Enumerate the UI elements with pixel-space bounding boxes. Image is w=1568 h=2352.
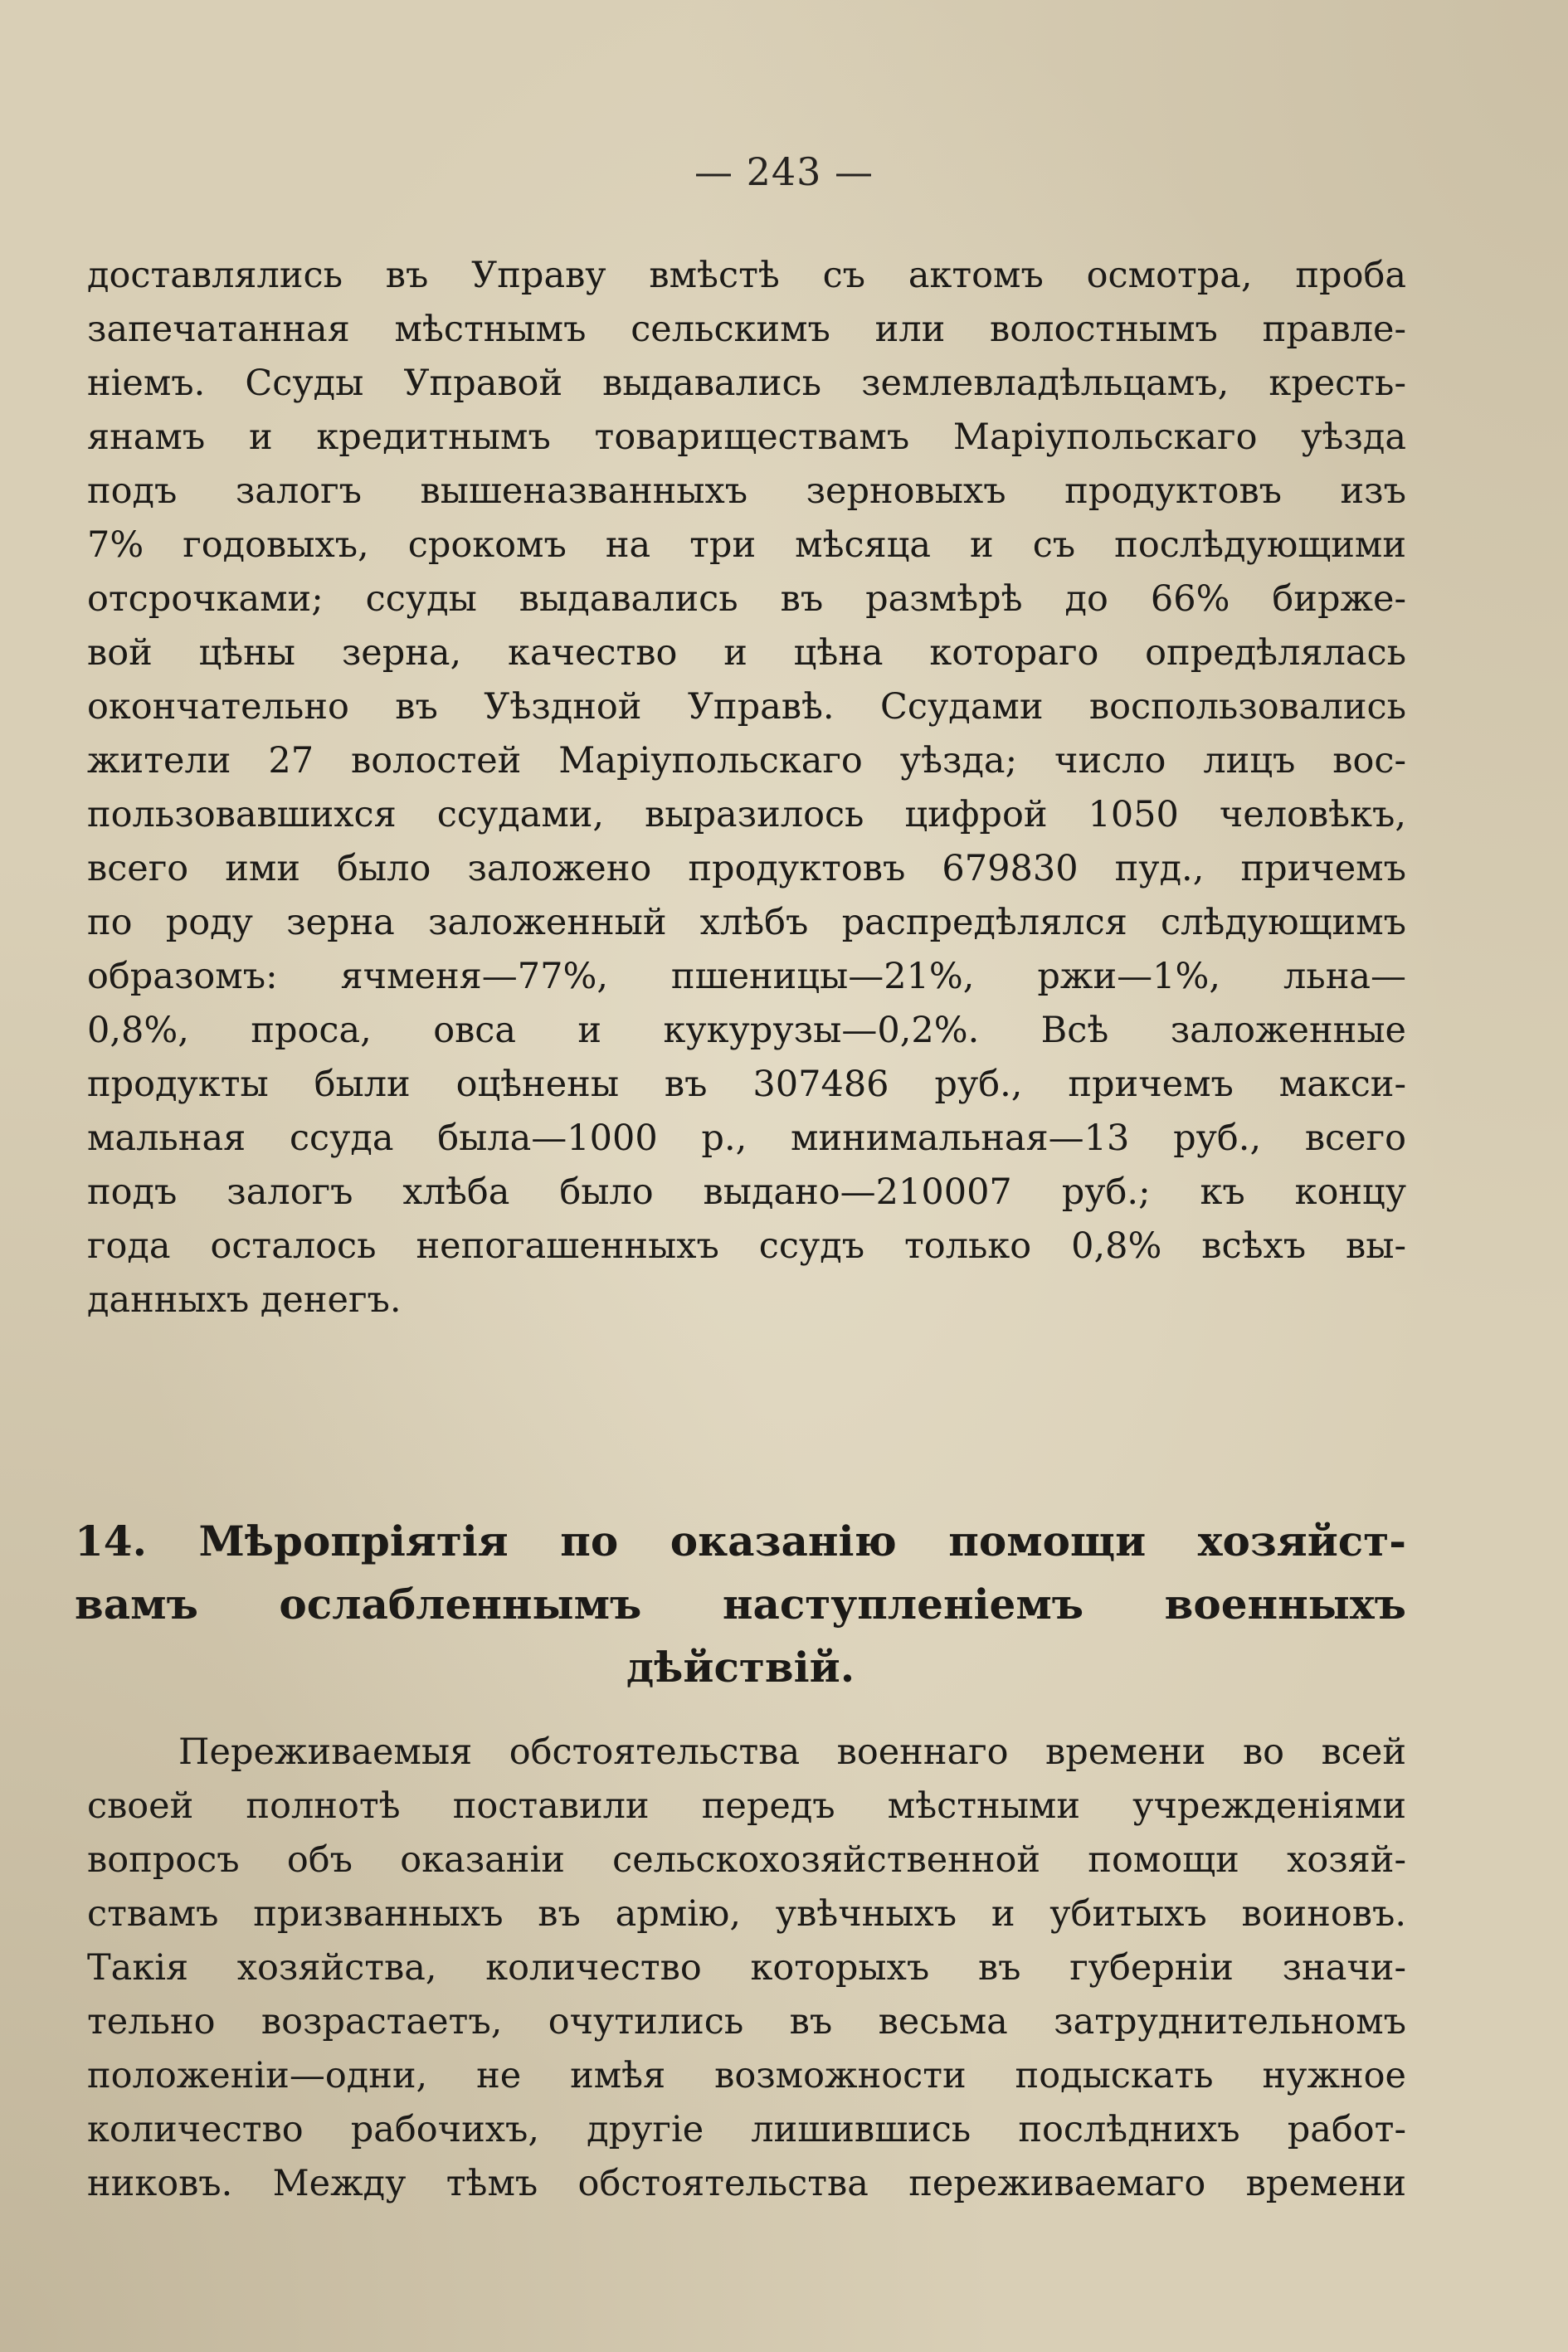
text-line: доставлялись въ Управу вмѣстѣ съ актомъ осмотра, проба bbox=[87, 255, 1406, 296]
text-line: продукты были оцѣнены въ 307486 руб., причемъ макси- bbox=[87, 1064, 1406, 1105]
text-line: вой цѣны зерна, качество и цѣна котораго опредѣлялась bbox=[87, 632, 1406, 674]
text-line: 0,8%, проса, овса и кукурузы—0,2%. Всѣ заложенные bbox=[87, 1010, 1406, 1051]
text-line: мальная ссуда была—1000 р., минимальная—13 руб., всего bbox=[87, 1118, 1406, 1159]
text-line: всего ими было заложено продуктовъ 679830 пуд., причемъ bbox=[87, 848, 1406, 889]
text-line: жители 27 волостей Маріупольскаго уѣзда; число лицъ вос- bbox=[87, 740, 1406, 782]
text-line: ніемъ. Ссуды Управой выдавались землевладѣльцамъ, кресть- bbox=[87, 363, 1406, 404]
text-line: тельно возрастаетъ, очутились въ весьма затруднительномъ bbox=[87, 2001, 1406, 2043]
text-line: отсрочками; ссуды выдавались въ размѣрѣ до 66% бирже- bbox=[87, 578, 1406, 620]
text-line: образомъ: ячменя—77%, пшеницы—21%, ржи—1%, льна— bbox=[87, 956, 1406, 997]
heading-line: 14. Мѣропріятія по оказанію помощи хозяйст- bbox=[75, 1517, 1406, 1566]
text-line: подъ залогъ хлѣба было выдано—210007 руб.; къ концу bbox=[87, 1171, 1406, 1213]
text-line: своей полнотѣ поставили передъ мѣстными учрежденіями bbox=[87, 1785, 1406, 1827]
text-line: запечатанная мѣстнымъ сельскимъ или волостнымъ правле- bbox=[87, 309, 1406, 350]
paragraph-wartime bbox=[87, 1726, 1406, 2211]
text-line: подъ залогъ вышеназванныхъ зерновыхъ продуктовъ изъ bbox=[87, 470, 1406, 512]
text-line: Такія хозяйства, количество которыхъ въ губерніи значи- bbox=[87, 1947, 1406, 1989]
text-line: окончательно въ Уѣздной Управѣ. Ссудами воспользовались bbox=[87, 686, 1406, 728]
text-line: янамъ и кредитнымъ товариществамъ Маріупольскаго уѣзда bbox=[87, 416, 1406, 458]
text-line: данныхъ денегъ. bbox=[87, 1279, 402, 1321]
text-line: количество рабочихъ, другіе лишившись послѣднихъ работ- bbox=[87, 2109, 1406, 2150]
text-line: положеніи—одни, не имѣя возможности подыскать нужное bbox=[87, 2055, 1406, 2096]
page-number: — 243 — bbox=[694, 149, 874, 194]
text-line: ствамъ призванныхъ въ армію, увѣчныхъ и убитыхъ воиновъ. bbox=[87, 1893, 1406, 1935]
text-line: Переживаемыя обстоятельства военнаго времени во всей bbox=[178, 1731, 1406, 1773]
text-line: вопросъ объ оказаніи сельскохозяйственной помощи хозяй- bbox=[87, 1839, 1406, 1881]
text-line: года осталось непогашенныхъ ссудъ только 0,8% всѣхъ вы- bbox=[87, 1225, 1406, 1267]
text-line: 7% годовыхъ, срокомъ на три мѣсяца и съ послѣдующими bbox=[87, 524, 1406, 566]
paragraph-loans bbox=[87, 249, 1406, 1327]
heading-line: дѣйствій. bbox=[626, 1643, 855, 1692]
text-line: по роду зерна заложенный хлѣбъ распредѣлялся слѣдующимъ bbox=[87, 902, 1406, 943]
text-line: пользовавшихся ссудами, выразилось цифрой 1050 человѣкъ, bbox=[87, 794, 1406, 835]
text-line: никовъ. Между тѣмъ обстоятельства переживаемаго времени bbox=[87, 2163, 1406, 2204]
section-heading bbox=[75, 1510, 1406, 1699]
heading-line: вамъ ослабленнымъ наступленіемъ военныхъ bbox=[75, 1580, 1406, 1629]
